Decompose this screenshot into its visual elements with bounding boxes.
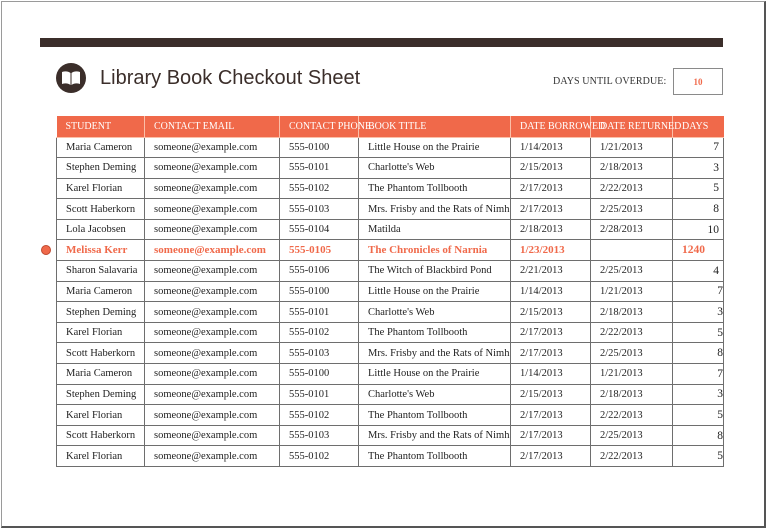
date-returned-cell[interactable]: 1/21/2013 [591,364,673,385]
days-cell[interactable]: 8 [673,425,724,446]
days-cell[interactable]: 3 [673,158,724,179]
contact-phone-cell[interactable]: 555-0102 [280,405,359,426]
table-row [57,446,724,467]
table-row [57,281,724,302]
student-cell[interactable]: Maria Cameron [57,364,145,385]
column-header-student[interactable]: STUDENT [57,116,145,137]
table-row [57,384,724,405]
contact-email-cell[interactable]: someone@example.com [145,405,280,426]
table-header-row [57,116,724,137]
days-cell[interactable]: 5 [673,446,724,467]
date-borrowed-cell[interactable]: 2/17/2013 [511,343,591,364]
overdue-marker-icon [41,245,51,255]
table-row [57,158,724,179]
date-borrowed-cell[interactable]: 2/17/2013 [511,425,591,446]
contact-phone-cell[interactable]: 555-0105 [280,240,359,261]
date-borrowed-cell[interactable]: 1/14/2013 [511,281,591,302]
student-cell[interactable]: Sharon Salavaria [57,261,145,282]
book-title-cell[interactable]: Charlotte's Web [359,384,511,405]
days-cell[interactable]: 8 [673,343,724,364]
date-borrowed-cell[interactable]: 2/17/2013 [511,178,591,199]
date-returned-cell[interactable]: 2/25/2013 [591,425,673,446]
column-header-date-returned[interactable]: DATE RETURNED [591,116,673,137]
table-body [57,137,724,467]
student-cell[interactable]: Maria Cameron [57,137,145,158]
header-bar [40,38,723,47]
date-borrowed-cell[interactable]: 2/17/2013 [511,446,591,467]
date-borrowed-cell[interactable]: 2/15/2013 [511,302,591,323]
date-borrowed-cell[interactable]: 1/23/2013 [511,240,591,261]
contact-email-cell[interactable]: someone@example.com [145,240,280,261]
contact-email-cell[interactable]: someone@example.com [145,302,280,323]
days-cell[interactable]: 10 [673,219,724,240]
date-borrowed-cell[interactable]: 2/17/2013 [511,322,591,343]
contact-phone-cell[interactable]: 555-0102 [280,178,359,199]
days-cell[interactable]: 8 [673,199,724,220]
days-cell[interactable]: 7 [673,137,724,158]
book-title-cell[interactable]: Charlotte's Web [359,302,511,323]
student-cell[interactable]: Scott Haberkorn [57,343,145,364]
contact-email-cell[interactable]: someone@example.com [145,364,280,385]
days-cell[interactable]: 1240 [673,240,724,261]
table-row [57,302,724,323]
days-cell[interactable]: 5 [673,178,724,199]
contact-phone-cell[interactable]: 555-0103 [280,425,359,446]
column-header-contact-email[interactable]: CONTACT EMAIL [145,116,280,137]
contact-email-cell[interactable]: someone@example.com [145,219,280,240]
date-returned-cell[interactable]: 2/18/2013 [591,384,673,405]
date-borrowed-cell[interactable]: 2/18/2013 [511,219,591,240]
contact-phone-cell[interactable]: 555-0101 [280,302,359,323]
date-borrowed-cell[interactable]: 2/21/2013 [511,261,591,282]
contact-email-cell[interactable]: someone@example.com [145,384,280,405]
contact-email-cell[interactable]: someone@example.com [145,199,280,220]
table-row [57,240,724,261]
student-cell[interactable]: Stephen Deming [57,384,145,405]
contact-email-cell[interactable]: someone@example.com [145,425,280,446]
book-title-cell[interactable]: Charlotte's Web [359,158,511,179]
book-icon [56,63,86,93]
student-cell[interactable]: Karel Florian [57,178,145,199]
date-borrowed-cell[interactable]: 1/14/2013 [511,364,591,385]
contact-email-cell[interactable]: someone@example.com [145,137,280,158]
date-returned-cell[interactable]: 2/22/2013 [591,322,673,343]
days-cell[interactable]: 4 [673,261,724,282]
student-cell[interactable]: Karel Florian [57,446,145,467]
student-cell[interactable]: Stephen Deming [57,302,145,323]
book-title-cell[interactable]: The Phantom Tollbooth [359,446,511,467]
page-title: Library Book Checkout Sheet [100,67,361,89]
days-cell[interactable]: 3 [673,302,724,323]
contact-phone-cell[interactable]: 555-0100 [280,281,359,302]
table-row [57,199,724,220]
date-borrowed-cell[interactable]: 2/17/2013 [511,405,591,426]
column-header-date-borrowed[interactable]: DATE BORROWED [511,116,591,137]
contact-phone-cell[interactable]: 555-0103 [280,199,359,220]
contact-email-cell[interactable]: someone@example.com [145,178,280,199]
book-title-cell[interactable]: Little House on the Prairie [359,137,511,158]
date-returned-cell[interactable]: 2/22/2013 [591,178,673,199]
student-cell[interactable]: Karel Florian [57,405,145,426]
date-returned-cell[interactable]: 2/28/2013 [591,219,673,240]
book-title-cell[interactable]: Mrs. Frisby and the Rats of Nimh [359,343,511,364]
date-returned-cell[interactable] [591,240,673,261]
date-returned-cell[interactable]: 2/25/2013 [591,343,673,364]
date-returned-cell[interactable]: 2/22/2013 [591,405,673,426]
contact-phone-cell[interactable]: 555-0102 [280,446,359,467]
days-cell[interactable]: 7 [673,281,724,302]
contact-phone-cell[interactable]: 555-0103 [280,343,359,364]
contact-phone-cell[interactable]: 555-0102 [280,322,359,343]
date-returned-cell[interactable]: 2/22/2013 [591,446,673,467]
date-returned-cell[interactable]: 2/25/2013 [591,199,673,220]
date-returned-cell[interactable]: 1/21/2013 [591,281,673,302]
date-returned-cell[interactable]: 2/18/2013 [591,158,673,179]
days-cell[interactable]: 3 [673,384,724,405]
contact-email-cell[interactable]: someone@example.com [145,446,280,467]
table-row [57,364,724,385]
book-title-cell[interactable]: The Phantom Tollbooth [359,178,511,199]
contact-phone-cell[interactable]: 555-0101 [280,158,359,179]
contact-phone-cell[interactable]: 555-0100 [280,137,359,158]
days-until-overdue-label: DAYS UNTIL OVERDUE: [553,76,667,87]
contact-email-cell[interactable]: someone@example.com [145,261,280,282]
days-until-overdue-input[interactable]: 10 [673,68,723,95]
date-borrowed-cell[interactable]: 2/15/2013 [511,384,591,405]
table-row [57,405,724,426]
days-cell[interactable]: 5 [673,405,724,426]
book-title-cell[interactable]: Little House on the Prairie [359,364,511,385]
date-borrowed-cell[interactable]: 2/17/2013 [511,199,591,220]
student-cell[interactable]: Scott Haberkorn [57,425,145,446]
contact-phone-cell[interactable]: 555-0101 [280,384,359,405]
date-returned-cell[interactable]: 2/18/2013 [591,302,673,323]
book-title-cell[interactable]: The Phantom Tollbooth [359,405,511,426]
student-cell[interactable]: Scott Haberkorn [57,199,145,220]
contact-email-cell[interactable]: someone@example.com [145,322,280,343]
contact-phone-cell[interactable]: 555-0104 [280,219,359,240]
table-row [57,178,724,199]
days-cell[interactable]: 5 [673,322,724,343]
table-row [57,322,724,343]
contact-email-cell[interactable]: someone@example.com [145,281,280,302]
date-borrowed-cell[interactable]: 2/15/2013 [511,158,591,179]
column-header-contact-phone[interactable]: CONTACT PHONE [280,116,359,137]
book-title-cell[interactable]: The Phantom Tollbooth [359,322,511,343]
table-row [57,261,724,282]
column-header-days[interactable]: DAYS [673,116,724,137]
contact-phone-cell[interactable]: 555-0106 [280,261,359,282]
book-title-cell[interactable]: The Chronicles of Narnia [359,240,511,261]
book-title-cell[interactable]: The Witch of Blackbird Pond [359,261,511,282]
contact-phone-cell[interactable]: 555-0100 [280,364,359,385]
table-row [57,425,724,446]
date-borrowed-cell[interactable]: 1/14/2013 [511,137,591,158]
student-cell[interactable]: Stephen Deming [57,158,145,179]
date-returned-cell[interactable]: 2/25/2013 [591,261,673,282]
student-cell[interactable]: Karel Florian [57,322,145,343]
student-cell[interactable]: Lola Jacobsen [57,219,145,240]
table-row [57,137,724,158]
date-returned-cell[interactable]: 1/21/2013 [591,137,673,158]
book-title-cell[interactable]: Little House on the Prairie [359,281,511,302]
book-title-cell[interactable]: Mrs. Frisby and the Rats of Nimh [359,199,511,220]
book-title-cell[interactable]: Mrs. Frisby and the Rats of Nimh [359,425,511,446]
student-cell[interactable]: Melissa Kerr [57,240,145,261]
column-header-book-title[interactable]: BOOK TITLE [359,116,511,137]
contact-email-cell[interactable]: someone@example.com [145,343,280,364]
table-row [57,343,724,364]
book-title-cell[interactable]: Matilda [359,219,511,240]
contact-email-cell[interactable]: someone@example.com [145,158,280,179]
days-cell[interactable]: 7 [673,364,724,385]
table-row [57,219,724,240]
checkout-table [56,116,724,467]
student-cell[interactable]: Maria Cameron [57,281,145,302]
